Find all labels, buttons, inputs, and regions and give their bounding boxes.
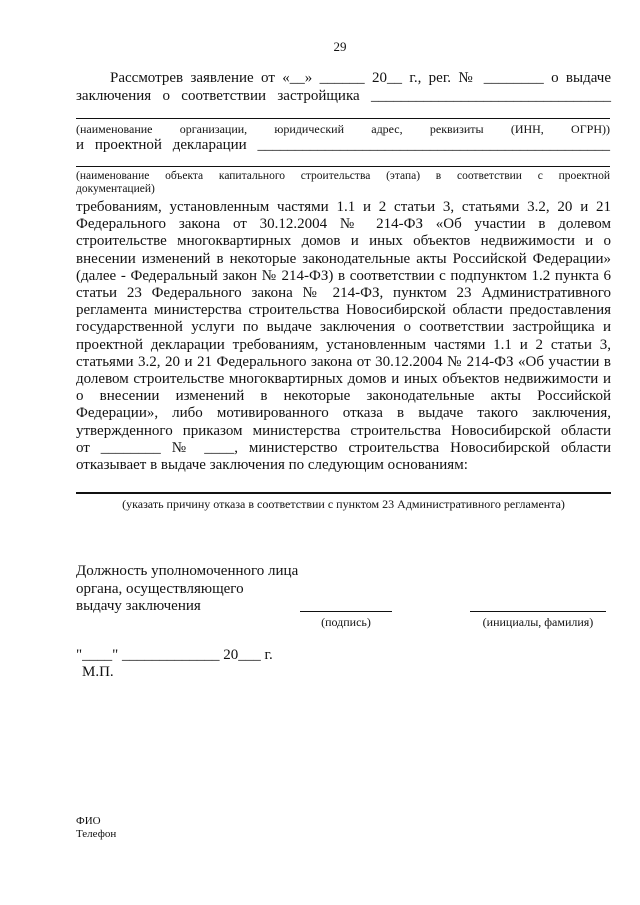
body-line: отказывает в выдаче заключения по следующим основаниям: — [76, 457, 468, 474]
body-line: статьями 3.2, 20 и 21 Федерального закона от 30.12.2004 № 214-ФЗ «Об участии в — [76, 353, 611, 370]
body-line: (далее - Федеральный закон № 214-ФЗ) в соответствии с подпунктом 1.2 пункта 6 — [76, 267, 611, 284]
developer-line: заключения о соответствии застройщика ________________________________ — [76, 88, 611, 104]
object-caption-line: документацией) — [76, 183, 155, 195]
application-line: Рассмотрев заявление от «__» ______ 20__ г., рег. № ________ о выдаче — [110, 70, 611, 86]
initials-caption: (инициалы, фамилия) — [482, 615, 594, 629]
stamp-place: М.П. — [82, 664, 114, 680]
body-line: статьи 23 Федерального закона № 214-ФЗ, пунктом 23 Административного — [76, 285, 611, 302]
body-line: утвержденного приказом министерства строительства Новосибирской области — [76, 422, 611, 439]
official-position-line: органа, осуществляющего — [76, 580, 244, 597]
body-line: Федерации», либо мотивированного отказа в выдаче такого заключения, — [76, 405, 611, 422]
organization-caption: (наименование организации, юридический адрес, реквизиты (ИНН, ОГРН)) — [76, 122, 610, 136]
contact-phone-label: Телефон — [76, 828, 117, 840]
organization-line — [76, 118, 610, 119]
signature-line — [300, 611, 392, 612]
body-line: Федерального закона от 30.12.2004 № 214-ФЗ «Об участии в долевом — [76, 216, 611, 233]
body-line: от ________ № ____, министерство строительства Новосибирской области — [76, 439, 611, 456]
official-position-line: Должность уполномоченного лица — [76, 563, 299, 579]
initials-line — [470, 611, 606, 612]
body-line: внесении изменений в некоторые законодательные акты Российской Федерации» — [76, 250, 611, 267]
refusal-reason-caption: (указать причину отказа в соответствии с пунктом 23 Административного регламента) — [122, 497, 565, 511]
project-object-line — [76, 166, 610, 167]
object-caption-line: (наименование объекта капитального строительства (этапа) в соответствии с проектной — [76, 170, 610, 182]
body-paragraph — [76, 199, 611, 474]
body-line: проектной декларации требованиям, установленным частями 1.1 и 2 статьи 3, — [76, 336, 611, 353]
date-line: "____" _____________ 20___ г. — [76, 647, 273, 663]
official-position-line: выдачу заключения — [76, 598, 201, 614]
body-line: о внесении изменений в некоторые законодательные акты Российской — [76, 388, 611, 405]
page-number: 29 — [333, 39, 347, 54]
body-line: государственной услуги по выдаче заключения о соответствии застройщика и — [76, 319, 611, 336]
body-line: регламента министерства строительства Новосибирской области предоставления — [76, 302, 611, 319]
refusal-reason-line — [76, 492, 611, 494]
body-line: строительстве многоквартирных домов и иных объектов недвижимости и о — [76, 233, 611, 250]
contact-name-label: ФИО — [76, 815, 101, 827]
project-declaration-line: и проектной декларации _______________________________________________ — [76, 137, 610, 153]
body-line: требованиям, установленным частями 1.1 и 2 статьи 3, статьями 3.2, 20 и 21 — [76, 199, 611, 215]
body-line: долевом строительстве многоквартирных домов и иных объектов недвижимости и — [76, 371, 611, 388]
signature-caption: (подпись) — [321, 615, 371, 629]
